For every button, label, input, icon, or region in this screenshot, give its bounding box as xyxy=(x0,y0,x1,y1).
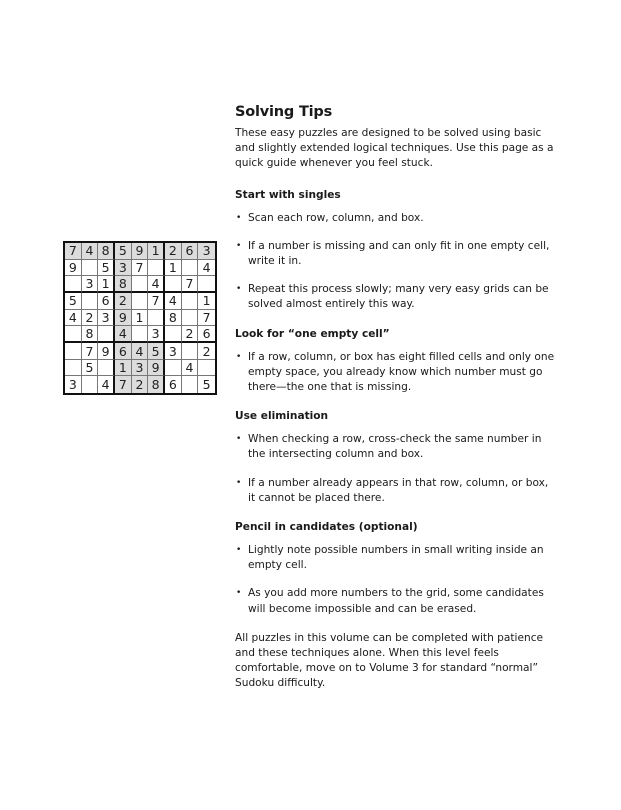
sudoku-cell: 5 xyxy=(82,360,99,377)
list-item-text: Lightly note possible numbers in small writing inside an empty cell. xyxy=(248,544,544,572)
sudoku-cell xyxy=(165,360,182,377)
sudoku-cell: 5 xyxy=(65,293,82,310)
sudoku-cell: 7 xyxy=(148,293,165,310)
bullet-icon: • xyxy=(236,212,242,223)
sudoku-cell: 6 xyxy=(115,343,132,360)
solving-tips xyxy=(235,104,555,692)
sudoku-cell xyxy=(198,360,215,377)
list-item xyxy=(235,476,555,506)
sudoku-cell: 2 xyxy=(182,326,199,343)
sudoku-cell: 5 xyxy=(98,260,115,277)
sudoku-cell: 8 xyxy=(82,326,99,343)
sudoku-cell xyxy=(182,343,199,360)
sudoku-cell: 2 xyxy=(115,293,132,310)
bullet-icon: • xyxy=(236,545,242,556)
section-use-elimination xyxy=(235,409,555,506)
sudoku-cell: 7 xyxy=(65,243,82,260)
sudoku-cell: 7 xyxy=(182,276,199,293)
sudoku-cell: 9 xyxy=(132,243,149,260)
bullet-icon: • xyxy=(236,588,242,599)
sudoku-cell: 8 xyxy=(115,276,132,293)
sudoku-cell: 5 xyxy=(148,343,165,360)
list-item-text: As you add more numbers to the grid, some candidates will become impossible and can be erased. xyxy=(248,587,544,615)
sudoku-cell xyxy=(132,276,149,293)
page-title: Solving Tips xyxy=(235,104,333,120)
sudoku-cell: 4 xyxy=(65,310,82,327)
sudoku-cell xyxy=(98,326,115,343)
sudoku-cell: 3 xyxy=(115,260,132,277)
sudoku-cell xyxy=(165,326,182,343)
list-item-text: If a number already appears in that row, column, or box, it cannot be placed there. xyxy=(248,476,549,504)
section-pencil-candidates xyxy=(235,520,555,617)
sudoku-cell xyxy=(82,260,99,277)
bullet-icon: • xyxy=(236,284,242,295)
sudoku-cell: 4 xyxy=(165,293,182,310)
list-item-text: Repeat this process slowly; many very easy grids can be solved almost entirely this way. xyxy=(248,283,549,311)
sudoku-cell: 8 xyxy=(148,376,165,393)
sudoku-cell: 9 xyxy=(65,260,82,277)
sudoku-cell: 8 xyxy=(165,310,182,327)
sudoku-cell xyxy=(148,260,165,277)
sudoku-cell: 4 xyxy=(132,343,149,360)
sudoku-cell: 4 xyxy=(182,360,199,377)
list-item xyxy=(235,543,555,573)
sudoku-cell: 1 xyxy=(98,276,115,293)
sudoku-example-grid xyxy=(63,241,217,395)
bullet-icon: • xyxy=(236,477,242,488)
sudoku-cell: 5 xyxy=(115,243,132,260)
list-item xyxy=(235,350,555,396)
sudoku-cell xyxy=(98,360,115,377)
sudoku-cell: 3 xyxy=(165,343,182,360)
sudoku-cell: 3 xyxy=(148,326,165,343)
sudoku-cell xyxy=(132,326,149,343)
bullet-list xyxy=(235,350,555,396)
sudoku-cell xyxy=(182,260,199,277)
sudoku-cell: 2 xyxy=(165,243,182,260)
sudoku-cell xyxy=(198,276,215,293)
sudoku-cell: 2 xyxy=(132,376,149,393)
sudoku-cell xyxy=(148,310,165,327)
sudoku-cell: 9 xyxy=(115,310,132,327)
section-heading: Pencil in candidates (optional) xyxy=(235,521,418,534)
intro-paragraph: These easy puzzles are designed to be solved using basic and slightly extended logical techniques. Use this page as a quick guide whenever you feel stuck. xyxy=(235,127,554,170)
sudoku-cell: 1 xyxy=(115,360,132,377)
bullet-icon: • xyxy=(236,434,242,445)
sudoku-cell: 7 xyxy=(82,343,99,360)
sudoku-cell: 9 xyxy=(148,360,165,377)
sudoku-cell: 2 xyxy=(82,310,99,327)
sudoku-cell xyxy=(65,276,82,293)
section-heading: Look for “one empty cell” xyxy=(235,327,390,340)
sudoku-cell: 1 xyxy=(165,260,182,277)
sudoku-cell: 3 xyxy=(198,243,215,260)
sudoku-cell: 4 xyxy=(82,243,99,260)
sudoku-cell: 3 xyxy=(65,376,82,393)
sudoku-cell: 7 xyxy=(115,376,132,393)
sudoku-cell: 6 xyxy=(182,243,199,260)
sudoku-cell: 4 xyxy=(198,260,215,277)
sudoku-cell xyxy=(82,293,99,310)
sudoku-cell: 1 xyxy=(198,293,215,310)
list-item xyxy=(235,586,555,616)
sudoku-cell xyxy=(182,310,199,327)
sudoku-cell: 8 xyxy=(98,243,115,260)
sudoku-cell xyxy=(65,360,82,377)
section-heading: Use elimination xyxy=(235,410,329,423)
list-item xyxy=(235,211,555,226)
sudoku-cell xyxy=(165,276,182,293)
sudoku-cell: 5 xyxy=(198,376,215,393)
list-item xyxy=(235,432,555,462)
sudoku-cell: 3 xyxy=(82,276,99,293)
sudoku-cell xyxy=(132,293,149,310)
sudoku-cell: 4 xyxy=(98,376,115,393)
bullet-icon: • xyxy=(236,351,242,362)
sudoku-cell: 3 xyxy=(132,360,149,377)
list-item-text: When checking a row, cross-check the same number in the intersecting column and box. xyxy=(248,433,542,461)
list-item xyxy=(235,239,555,269)
sudoku-cell: 6 xyxy=(165,376,182,393)
section-start-with-singles xyxy=(235,188,555,313)
sudoku-cell: 4 xyxy=(148,276,165,293)
list-item xyxy=(235,282,555,312)
sudoku-cell xyxy=(182,376,199,393)
sudoku-cell xyxy=(65,326,82,343)
sudoku-cell: 9 xyxy=(98,343,115,360)
bullet-list xyxy=(235,211,555,313)
list-item-text: If a row, column, or box has eight filled cells and only one empty space, you already know which number must go there—the one that is missing. xyxy=(248,350,555,394)
closing-paragraph: All puzzles in this volume can be completed with patience and these techniques alone. When this level feels comfortable, move on to Volume 3 for standard “normal” Sudoku difficulty. xyxy=(235,631,544,690)
sudoku-cell: 4 xyxy=(115,326,132,343)
sudoku-cell: 7 xyxy=(198,310,215,327)
bullet-icon: • xyxy=(236,240,242,251)
list-item-text: If a number is missing and can only fit in one empty cell, write it in. xyxy=(248,239,550,268)
sudoku-cell xyxy=(182,293,199,310)
list-item-text: Scan each row, column, and box. xyxy=(248,211,424,224)
sudoku-cell: 6 xyxy=(98,293,115,310)
sudoku-cell: 7 xyxy=(132,260,149,277)
bullet-list xyxy=(235,543,555,617)
sudoku-cell: 1 xyxy=(132,310,149,327)
section-one-empty-cell xyxy=(235,327,555,396)
sudoku-cell xyxy=(82,376,99,393)
bullet-list xyxy=(235,432,555,506)
sudoku-cell: 6 xyxy=(198,326,215,343)
sudoku-cell xyxy=(65,343,82,360)
sudoku-cell: 2 xyxy=(198,343,215,360)
section-heading: Start with singles xyxy=(235,188,341,201)
sudoku-cell: 1 xyxy=(148,243,165,260)
sudoku-cell: 3 xyxy=(98,310,115,327)
